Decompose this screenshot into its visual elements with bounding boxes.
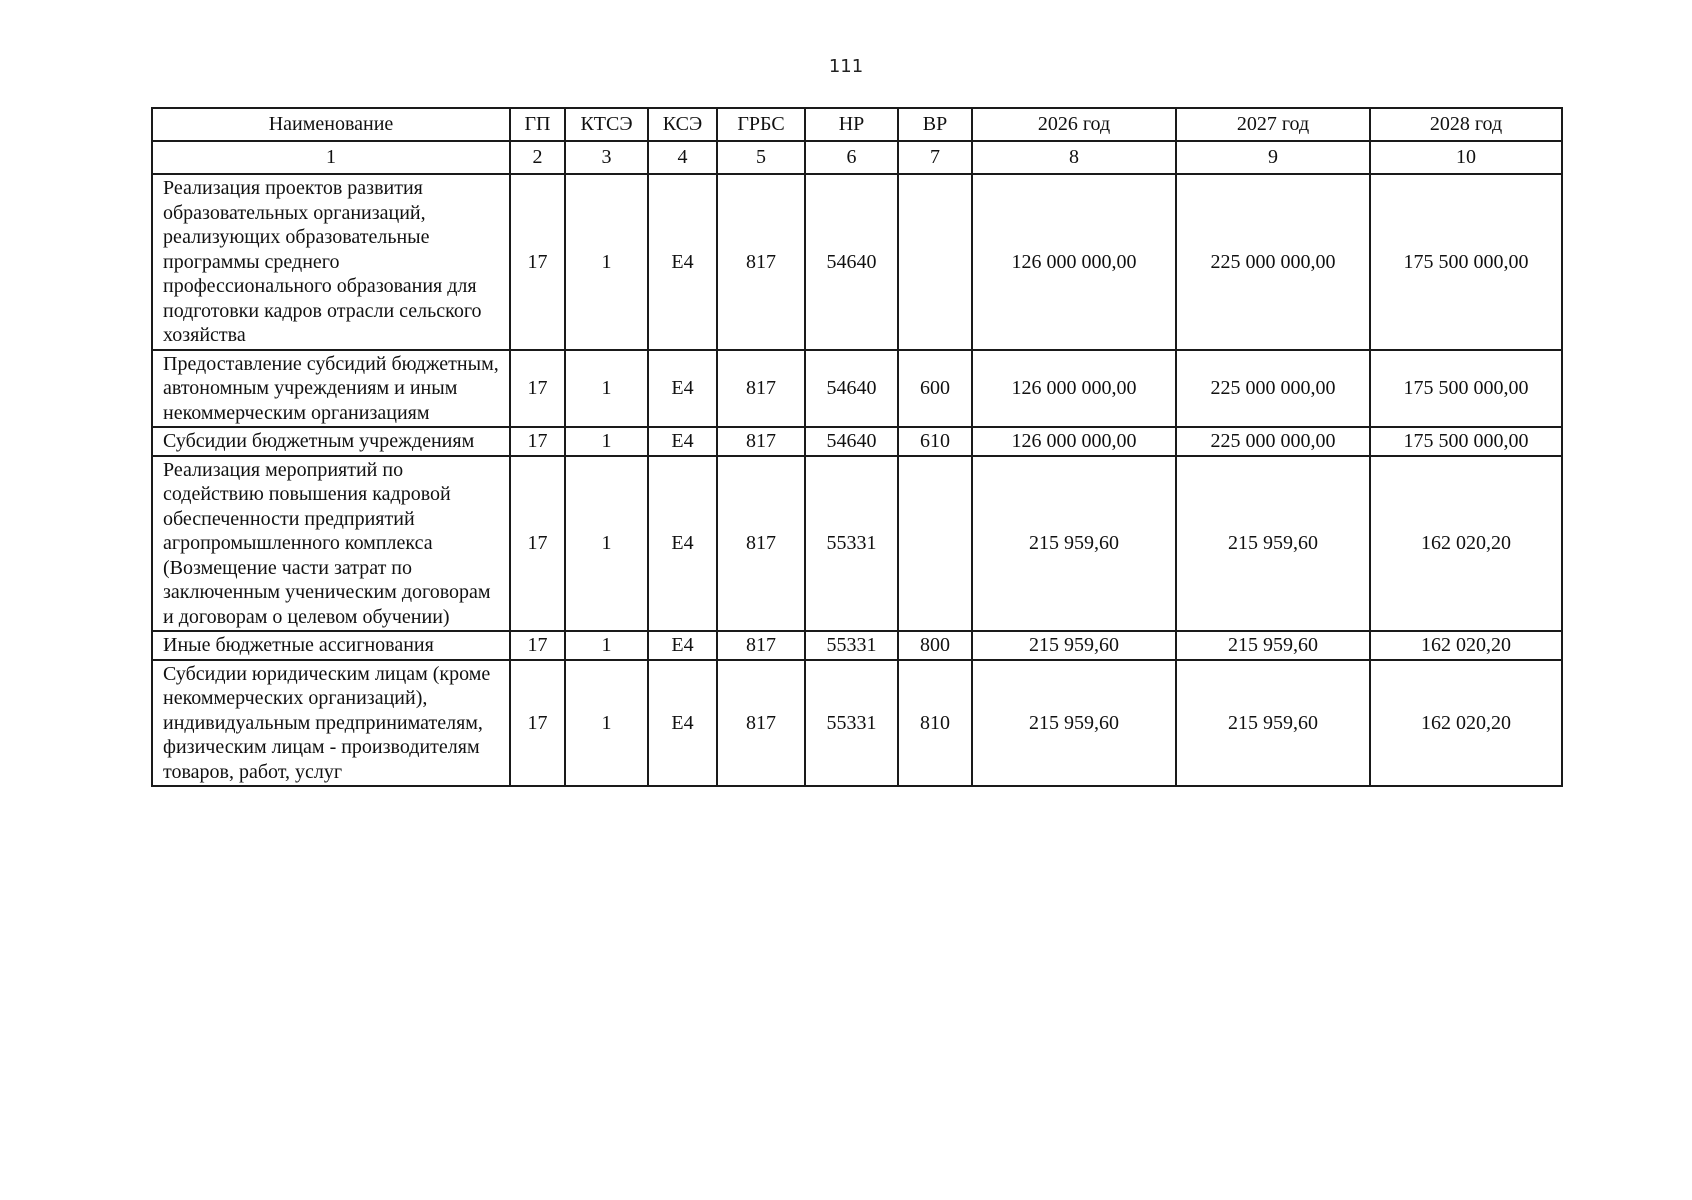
- row-grbs: 817: [717, 350, 805, 428]
- row-2026: 126 000 000,00: [972, 350, 1176, 428]
- column-number: 5: [717, 141, 805, 174]
- page-number: 111: [828, 56, 864, 77]
- column-number: 1: [152, 141, 510, 174]
- table-row: [152, 631, 1562, 660]
- row-nr: 54640: [805, 350, 898, 428]
- column-number: 3: [565, 141, 648, 174]
- column-number-row: [152, 141, 1562, 174]
- row-2028: 162 020,20: [1370, 660, 1562, 787]
- row-kse: Е4: [648, 427, 717, 456]
- table-row: [152, 350, 1562, 428]
- row-gp: 17: [510, 456, 565, 632]
- row-gp: 17: [510, 631, 565, 660]
- row-nr: 54640: [805, 427, 898, 456]
- header-2028: 2028 год: [1370, 108, 1562, 141]
- row-ktse: 1: [565, 427, 648, 456]
- row-2028: 175 500 000,00: [1370, 174, 1562, 350]
- row-2027: 215 959,60: [1176, 456, 1370, 632]
- row-2026: 215 959,60: [972, 631, 1176, 660]
- column-number: 6: [805, 141, 898, 174]
- row-2026: 126 000 000,00: [972, 427, 1176, 456]
- row-kse: Е4: [648, 350, 717, 428]
- row-vr: 610: [898, 427, 972, 456]
- header-nr: НР: [805, 108, 898, 141]
- row-grbs: 817: [717, 174, 805, 350]
- row-ktse: 1: [565, 631, 648, 660]
- table-row: [152, 174, 1562, 350]
- header-2026: 2026 год: [972, 108, 1176, 141]
- row-2026: 215 959,60: [972, 456, 1176, 632]
- row-nr: 55331: [805, 456, 898, 632]
- row-vr: 600: [898, 350, 972, 428]
- row-2028: 175 500 000,00: [1370, 427, 1562, 456]
- row-name: Субсидии бюджетным учреждениям: [152, 427, 510, 456]
- column-number: 9: [1176, 141, 1370, 174]
- row-name: Реализация мероприятий по содействию повышения кадровой обеспеченности предприятий агропромышленного комплекса (Возмещение части затрат по заключенным ученическим договорам и договорам о целевом обучении): [152, 456, 510, 632]
- header-vr: ВР: [898, 108, 972, 141]
- header-row: [152, 108, 1562, 141]
- row-nr: 55331: [805, 631, 898, 660]
- row-grbs: 817: [717, 631, 805, 660]
- budget-table: [151, 107, 1563, 787]
- row-grbs: 817: [717, 427, 805, 456]
- column-number: 10: [1370, 141, 1562, 174]
- column-number: 8: [972, 141, 1176, 174]
- row-2027: 225 000 000,00: [1176, 350, 1370, 428]
- row-ktse: 1: [565, 174, 648, 350]
- row-name: Субсидии юридическим лицам (кроме некоммерческих организаций), индивидуальным предпринимателям, физическим лицам - производителям товаров, работ, услуг: [152, 660, 510, 787]
- table-row: [152, 456, 1562, 632]
- row-kse: Е4: [648, 660, 717, 787]
- row-ktse: 1: [565, 350, 648, 428]
- column-number: 7: [898, 141, 972, 174]
- row-gp: 17: [510, 427, 565, 456]
- row-vr: [898, 456, 972, 632]
- row-2027: 215 959,60: [1176, 631, 1370, 660]
- row-kse: Е4: [648, 174, 717, 350]
- row-kse: Е4: [648, 456, 717, 632]
- row-vr: 800: [898, 631, 972, 660]
- header-ktse: КТСЭ: [565, 108, 648, 141]
- row-name: Реализация проектов развития образовательных организаций, реализующих образовательные программы среднего профессионального образования для подготовки кадров отрасли сельского хозяйства: [152, 174, 510, 350]
- header-grbs: ГРБС: [717, 108, 805, 141]
- row-grbs: 817: [717, 456, 805, 632]
- row-2027: 215 959,60: [1176, 660, 1370, 787]
- header-gp: ГП: [510, 108, 565, 141]
- column-number: 2: [510, 141, 565, 174]
- row-ktse: 1: [565, 456, 648, 632]
- row-2028: 162 020,20: [1370, 631, 1562, 660]
- row-2028: 175 500 000,00: [1370, 350, 1562, 428]
- row-nr: 54640: [805, 174, 898, 350]
- row-gp: 17: [510, 350, 565, 428]
- row-vr: 810: [898, 660, 972, 787]
- row-grbs: 817: [717, 660, 805, 787]
- row-name: Иные бюджетные ассигнования: [152, 631, 510, 660]
- header-2027: 2027 год: [1176, 108, 1370, 141]
- row-2027: 225 000 000,00: [1176, 174, 1370, 350]
- header-kse: КСЭ: [648, 108, 717, 141]
- header-name: Наименование: [152, 108, 510, 141]
- row-2028: 162 020,20: [1370, 456, 1562, 632]
- table-row: [152, 660, 1562, 787]
- row-2027: 225 000 000,00: [1176, 427, 1370, 456]
- row-kse: Е4: [648, 631, 717, 660]
- row-2026: 126 000 000,00: [972, 174, 1176, 350]
- row-ktse: 1: [565, 660, 648, 787]
- row-gp: 17: [510, 660, 565, 787]
- row-nr: 55331: [805, 660, 898, 787]
- row-gp: 17: [510, 174, 565, 350]
- column-number: 4: [648, 141, 717, 174]
- row-2026: 215 959,60: [972, 660, 1176, 787]
- row-vr: [898, 174, 972, 350]
- table-row: [152, 427, 1562, 456]
- row-name: Предоставление субсидий бюджетным, автономным учреждениям и иным некоммерческим организациям: [152, 350, 510, 428]
